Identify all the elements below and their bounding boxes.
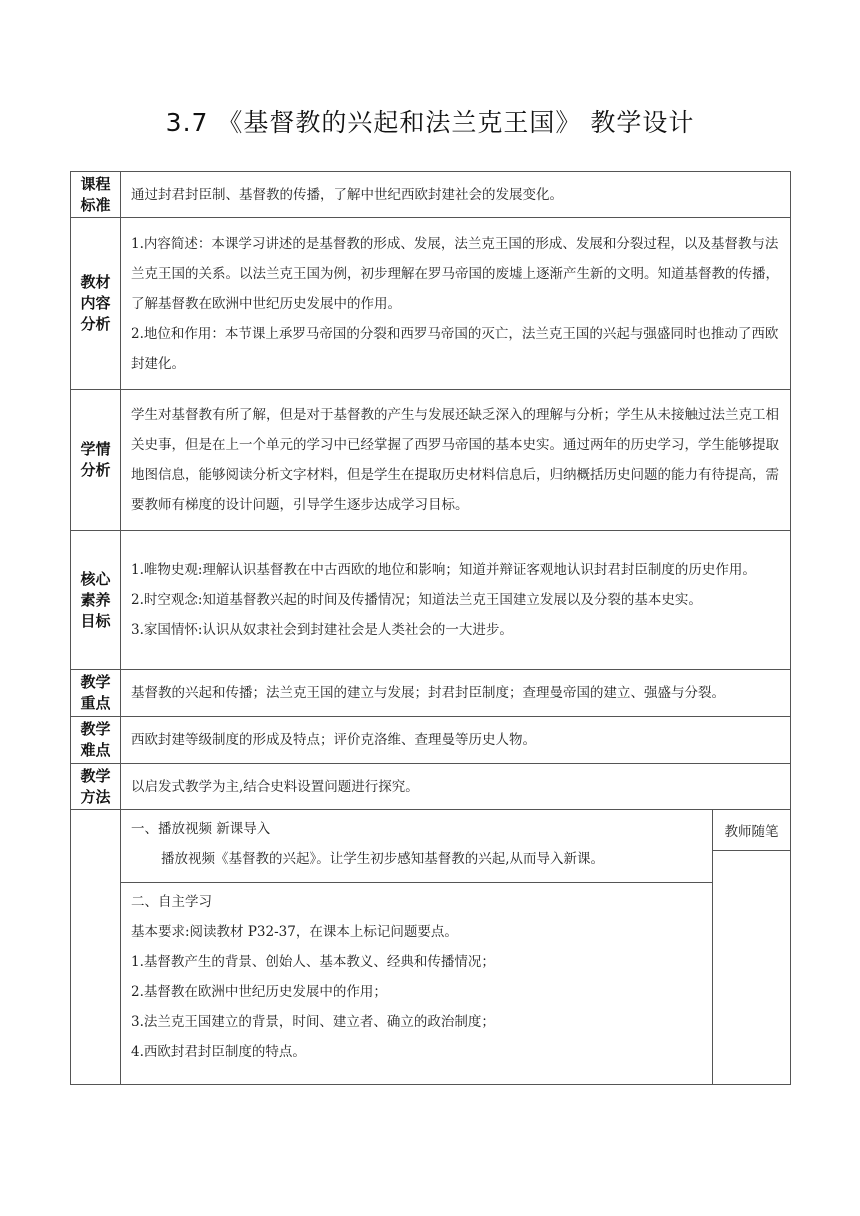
- row-section-video-intro: [71, 810, 791, 883]
- document-title: 3.7 《基督教的兴起和法兰克王国》 教学设计: [165, 108, 695, 137]
- row-student-analysis: [71, 390, 791, 531]
- teacher-notes-column: [713, 810, 791, 1085]
- label-teaching-method: 教学 方法: [71, 764, 121, 810]
- label-student-analysis: 学情 分析: [71, 390, 121, 531]
- label-core-literacy-goals: 核心 素养 目标: [71, 531, 121, 670]
- section-self-study: 二、自主学习 基本要求:阅读教材 P32-37，在课本上标记问题要点。 1.基督教产生的背景、创始人、基本教义、经典和传播情况； 2.基督教在欧洲中世纪历史发展中的作用； 3.法兰克王国建立的背景，时间、建立者、确立的政治制度； 4.西欧封君封臣制度的特点。: [121, 883, 713, 1085]
- section-heading-video-intro: 一、播放视频 新课导入: [131, 821, 271, 837]
- content-textbook-analysis: 1.内容简述：本课学习讲述的是基督教的形成、发展，法兰克王国的形成、发展和分裂过程，以及基督教与法兰克王国的关系。以法兰克王国为例，初步理解在罗马帝国的废墟上逐渐产生新的文明。知道基督教的传播，了解基督教在欧洲中世纪历史发展中的作用。 2.地位和作用：本节课上承罗马帝国的分裂和西罗马帝国的灭亡，法兰克王国的兴起与强盛同时也推动了西欧封建化。: [121, 218, 791, 390]
- row-core-literacy-goals: [71, 531, 791, 670]
- content-teaching-difficulty: 西欧封建等级制度的形成及特点；评价克洛维、查理曼等历史人物。: [121, 717, 791, 764]
- row-teaching-difficulty: [71, 717, 791, 764]
- teacher-notes-label: 教师随笔: [713, 810, 790, 851]
- row-section-self-study: [71, 883, 791, 1085]
- content-teaching-focus: 基督教的兴起和传播；法兰克王国的建立与发展；封君封臣制度；查理曼帝国的建立、强盛与分裂。: [121, 670, 791, 717]
- content-curriculum-standard: 通过封君封臣制、基督教的传播，了解中世纪西欧封建社会的发展变化。: [121, 172, 791, 218]
- empty-label-cell: [71, 810, 121, 1085]
- content-student-analysis: 学生对基督教有所了解，但是对于基督教的产生与发展还缺乏深入的理解与分析；学生从未接触过法兰克工相关史事，但是在上一个单元的学习中已经掌握了西罗马帝国的基本史实。通过两年的历史学习，学生能够提取地图信息，能够阅读分析文字材料，但是学生在提取历史材料信息后，归纳概括历史问题的能力有待提高，需要教师有梯度的设计问题，引导学生逐步达成学习目标。: [121, 390, 791, 531]
- content-teaching-method: 以启发式教学为主,结合史料设置问题进行探究。: [121, 764, 791, 810]
- row-textbook-analysis: [71, 218, 791, 390]
- row-teaching-method: [71, 764, 791, 810]
- row-curriculum-standard: [71, 172, 791, 218]
- label-teaching-difficulty: 教学 难点: [71, 717, 121, 764]
- lesson-plan-table: [70, 171, 791, 1085]
- section-video-intro: 一、播放视频 新课导入 播放视频《基督教的兴起》。让学生初步感知基督教的兴起,从而导入新课。: [121, 810, 713, 883]
- label-teaching-focus: 教学 重点: [71, 670, 121, 717]
- content-core-literacy-goals: 1.唯物史观:理解认识基督教在中古西欧的地位和影响；知道并辩证客观地认识封君封臣制度的历史作用。 2.时空观念:知道基督教兴起的时间及传播情况；知道法兰克王国建立发展以及分裂的基本史实。 3.家国情怀:认识从奴隶社会到封建社会是人类社会的一大进步。: [121, 531, 791, 670]
- row-teaching-focus: [71, 670, 791, 717]
- section-heading-self-study: 二、自主学习: [131, 894, 212, 910]
- label-curriculum-standard: 课程 标准: [71, 172, 121, 218]
- label-textbook-analysis: 教材 内容 分析: [71, 218, 121, 390]
